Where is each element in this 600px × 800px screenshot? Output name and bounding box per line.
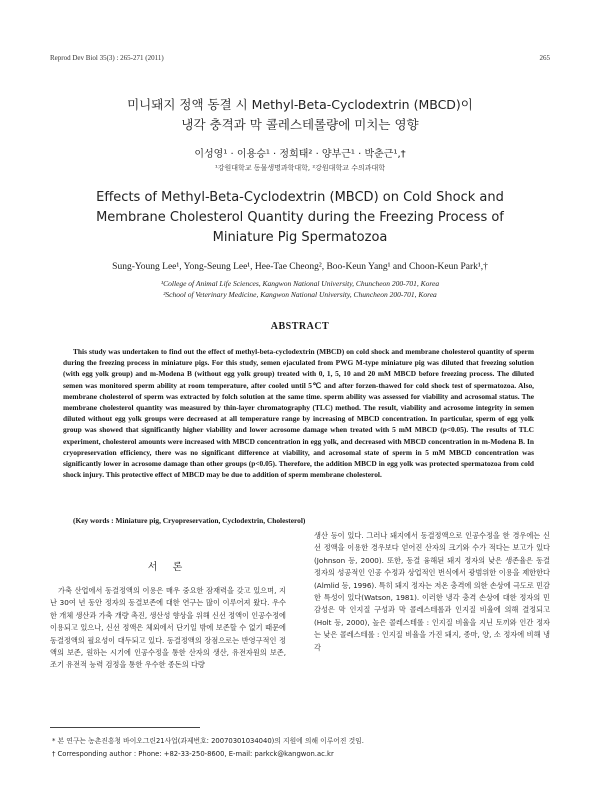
korean-title-line-1: 미니돼지 정액 동결 시 Methyl-Beta-Cyclodextrin (MBCD)이 <box>127 97 473 112</box>
left-column <box>50 530 286 672</box>
korean-title <box>40 95 560 135</box>
funding-footnote: * 본 연구는 농촌진흥청 바이오그린21사업(과제번호: 20070301034040)의 지원에 의해 이루어진 것임. <box>52 737 364 745</box>
english-affiliations <box>40 278 560 300</box>
corresponding-author-footnote: † Corresponding author : Phone: +82-33-250-8600, E-mail: parkck@kangwon.ac.kr <box>52 750 334 758</box>
english-title <box>50 188 550 248</box>
korean-affiliations: ¹강원대학교 동물생명과학대학, ²강원대학교 수의과대학 <box>214 164 386 172</box>
korean-authors: 이성영¹ · 이용승¹ · 정희태² · 양부근¹ · 박춘근¹,† <box>194 149 406 160</box>
english-title-line-1: Effects of Methyl-Beta-Cyclodextrin (MBCD) on Cold Shock and <box>96 190 504 205</box>
introduction-right-text: 생산 등이 있다. 그러나 돼지에서 동결정액으로 인공수정을 한 경우에는 신선 정액을 이용한 경우보다 얻어진 산자의 크기와 수가 적다는 보고가 있다(Johnson 등, 2000). 또한, 동결 융해된 돼지 정자의 낮은 생존율은 동결 정자의 성공적인 인공 수정과 상업적인 번식에서 광범위한 이용을 제한한다(Almlid 등, 1996). 특히 돼지 정자는 저온 충격에 의한 손상에 극도로 민감한 특성이 있다(Watson, 1981). 이러한 냉각 충격 손상에 대한 정자의 민감성은 막 인지질 구성과 막 콜레스테롤과 인지질 비율에 의해 결정되고(Holt 등, 2000), 높은 콜레스테롤 : 인지질 비율을 지닌 토끼와 인간 정자는 낮은 콜레스테롤 : 인지질 비율을 가진 돼지, 종마, 양, 소 정자에 비해 냉각 <box>314 531 550 652</box>
english-title-line-2: Membrane Cholesterol Quantity during the Freezing Process of <box>96 210 504 225</box>
journal-citation: Reprod Dev Biol 35(3) : 265-271 (2011) <box>50 54 164 62</box>
right-column <box>314 530 550 654</box>
abstract-heading: ABSTRACT <box>270 321 330 332</box>
page-number: 265 <box>539 54 550 62</box>
english-affiliation-2: ²School of Veterinary Medicine, Kangwon National University, Chuncheon 200-701, Korea <box>163 290 437 299</box>
footnotes <box>52 735 550 761</box>
korean-title-line-2: 냉각 충격과 막 콜레스테롤량에 미치는 영향 <box>181 117 419 132</box>
english-affiliation-1: ¹College of Animal Life Sciences, Kangwon National University, Chuncheon 200-701, Korea <box>160 279 440 288</box>
introduction-heading: 서 론 <box>147 562 189 573</box>
english-authors: Sung-Young Lee¹, Yong-Seung Lee¹, Hee-Tae Cheong², Boo-Keun Yang¹ and Choon-Keun Park¹,† <box>112 262 488 272</box>
keywords: (Key words : Miniature pig, Cryopreservation, Cyclodextrin, Cholesterol) <box>73 516 306 525</box>
footnote-divider <box>50 727 200 728</box>
running-header <box>50 54 550 62</box>
english-title-line-3: Miniature Pig Spermatozoa <box>212 230 388 245</box>
abstract-body: This study was undertaken to find out the effect of methyl-beta-cyclodextrin (MBCD) on cold shock and membrane cholesterol quantity of sperm during the freezing process in miniature pigs. For this study, semen ejaculated from PWG M-type miniature pig was diluted that freezing solution (with egg yolk group) and m-Modena B (without egg yolk group) treated with 0, 1, 5, 10 and 20 mM MBCD before freezing process. The diluted semen was monitored sperm ability at room temperature, after cooled until 5℃ and after forzen-thawed for cold shock test of spermatozoa. Also, membrane cholesterol of sperm was extracted by folch solution at the same time. sperm ability was assessed for viability and acrosomal status. The membrane cholesterol quantity was measured by thin-layer chromatography (TLC) method. The result, viability and acrosome integrity in semen diluted without egg yolk groups were decreased at all temperature range by increasing of MBCD concentration. In particular, sperm of egg yolk group was showed that significantly higher viability and lower acrosome damage when treated with 5 mM MBCD (p<0.05). The results of TLC experiment, cholesterol amounts were increased with MBCD concentration in egg yolk, and decreased with MBCD concentration in m-Modena B. In cryopreservation efficiency, there was no significant difference at viability, and acrosomal state of sperm in 5 mM MBCD concentration was significantly lower in acrosome damage than other groups (p<0.05). Therefore, the addition MBCD in egg yolk was protected spermatozoa from cold shock injury. This protective effect of MBCD may be due to addition of sperm membrane cholesterol. <box>63 347 534 480</box>
introduction-left-text: 가축 산업에서 동결정액의 이용은 매우 중요한 잠재력을 갖고 있으며, 지난 30여 년 동안 정자의 동결보존에 대한 연구는 많이 이루어져 왔다. 우수한 개체 생산과 가축 개량 촉진, 생산성 향상을 위해 신선 정액이 인공수정에 이용되고 있으나, 신선 정액은 체외에서 단기일 밖에 보존할 수 없기 때문에 동결정액의 필요성이 대두되고 있다. 동결정액의 장점으로는 반영구적인 정액의 보존, 원하는 시기에 인공수정을 통한 산자의 생산, 유전자원의 보존, 조기 유전적 능력 검정을 통한 우수한 종돈의 다량 <box>50 586 286 670</box>
